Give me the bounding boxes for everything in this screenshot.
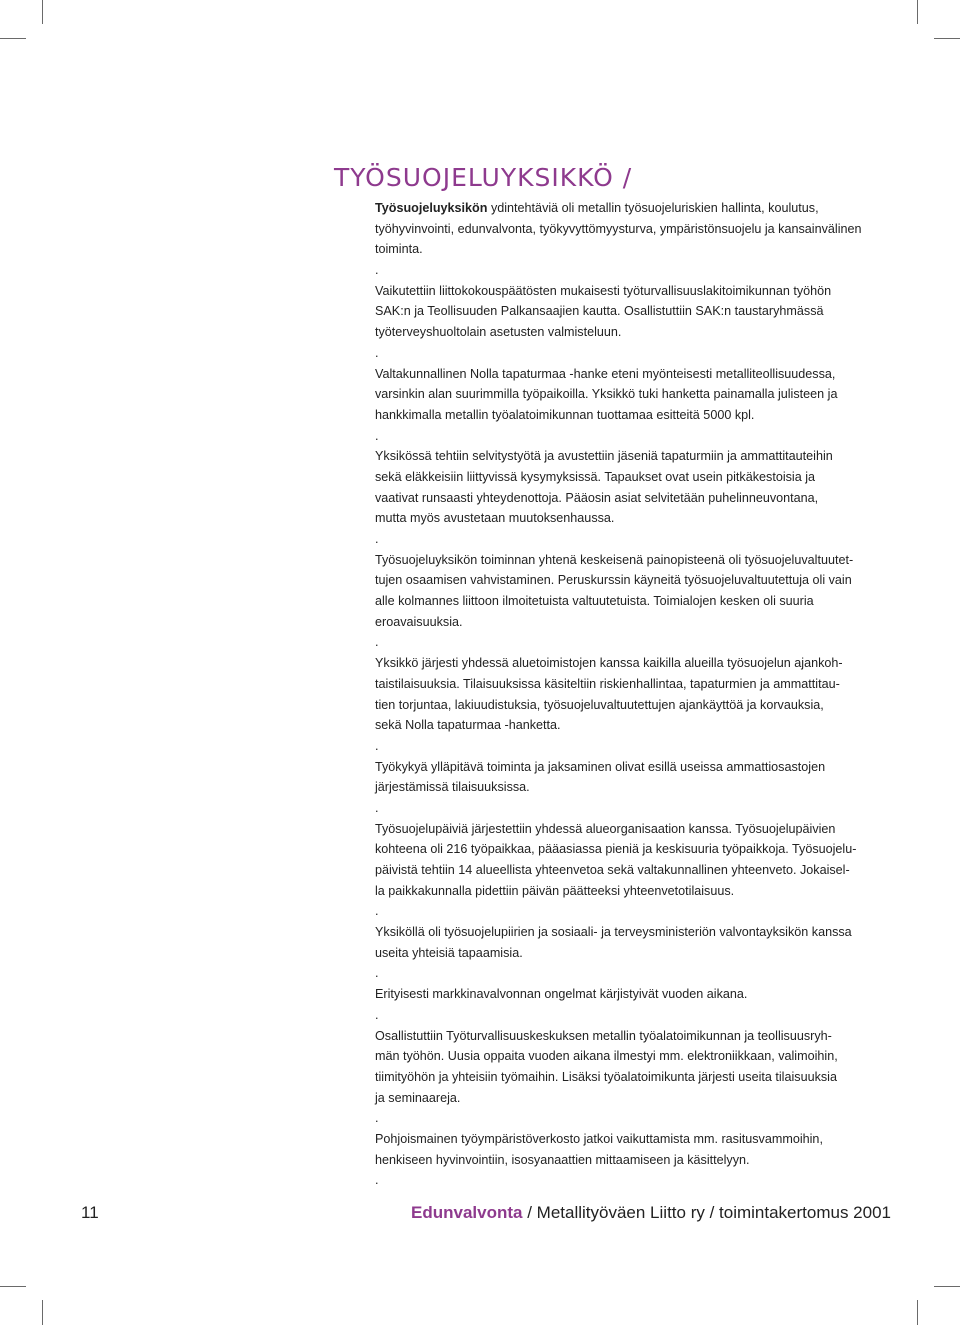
page-footer <box>0 1203 960 1227</box>
paragraph-line: varsinkin alan suurimmilla työpaikoilla. Yksikkö tuki hanketta painamalla julisteen ja <box>375 387 838 402</box>
paragraph-line: työhyvinvointi, edunvalvonta, työkyvyttömyysturva, ympäristönsuojelu ja kansainvälinen <box>375 221 862 236</box>
paragraph-line: Pohjoismainen työympäristöverkosto jatkoi vaikuttamista mm. rasitusvammoihin, <box>375 1131 823 1146</box>
paragraph-line: sekä eläkkeisiin liittyvissä kysymyksissä. Tapaukset ovat usein pitkäkestoisia ja <box>375 469 816 484</box>
paragraph-line: taistilaisuuksia. Tilaisuuksissa käsiteltiin riskienhallintaa, tapaturmien ja ammattitau- <box>375 676 840 691</box>
paragraph-line: sekä Nolla tapaturmaa -hanketta. <box>375 718 561 733</box>
page-number: 11 <box>81 1203 99 1222</box>
footer-section: Edunvalvonta <box>411 1203 523 1222</box>
page-heading: TYÖSUOJELUYKSIKKÖ / <box>334 163 633 192</box>
footer-publication: / Metallityöväen Liitto ry / toimintakertomus 2001 <box>522 1203 891 1222</box>
paragraph-line: tujen osaamisen vahvistaminen. Peruskurssin käyneitä työsuojeluvaltuutettuja oli vain <box>375 573 852 588</box>
paragraph-separator: . <box>375 263 379 278</box>
body-text <box>375 198 895 1191</box>
paragraph-separator: . <box>375 428 379 443</box>
paragraph-line: toiminta. <box>375 242 423 257</box>
paragraph-separator: . <box>375 800 379 815</box>
paragraph-line: Yksikössä tehtiin selvitystyötä ja avustettiin jäseniä tapaturmiin ja ammattitauteihin <box>375 449 833 464</box>
paragraph-line: tien torjuntaa, lakiuudistuksia, työsuojeluvaltuutettujen ajankäyttöä ja korvauksia, <box>375 697 824 712</box>
paragraph-separator: . <box>375 1111 379 1126</box>
paragraph-line: useita yhteisiä tapaamisia. <box>375 945 523 960</box>
paragraph-line: vaativat runsaasti yhteydenottoja. Pääosin asiat selvitetään puhelinneuvontana, <box>375 490 819 505</box>
paragraph-separator: . <box>375 635 379 650</box>
paragraph-line: Osallistuttiin Työturvallisuuskeskuksen metallin työalatoimikunnan ja teollisuusryh- <box>375 1028 832 1043</box>
paragraph-line: henkiseen hyvinvointiin, isosyanaattien mittaamiseen ja käsittelyyn. <box>375 1152 750 1167</box>
paragraph-line: Yksiköllä oli työsuojelupiirien ja sosiaali- ja terveysministeriön valvontayksikön kanssa <box>375 925 852 940</box>
line-text: ydintehtäviä oli metallin työsuojeluriskien hallinta, koulutus, <box>487 201 819 215</box>
paragraph-separator: . <box>375 966 379 981</box>
paragraph-line: eroavaisuuksia. <box>375 614 463 629</box>
paragraph-line: Valtakunnallinen Nolla tapaturmaa -hanke eteni myönteisesti metalliteollisuudessa, <box>375 366 836 381</box>
paragraph-separator: . <box>375 1173 379 1188</box>
crop-mark <box>0 38 26 39</box>
paragraph-line: päivistä tehtiin 14 alueellista yhteenvetoa sekä valtakunnallinen yhteenveto. Jokaisel- <box>375 863 850 877</box>
crop-mark <box>934 1286 960 1287</box>
crop-mark <box>42 0 43 24</box>
crop-mark <box>917 1300 918 1325</box>
paragraph-line: la paikkakunnalla pidettiin päivän päätteeksi yhteenvetotilaisuus. <box>375 883 735 898</box>
paragraph-separator: . <box>375 1007 379 1022</box>
paragraph-line: Työsuojeluyksikön toiminnan yhtenä keskeisenä painopisteenä oli työsuojeluvaltuutet- <box>375 552 854 567</box>
paragraph-line: Erityisesti markkinavalvonnan ongelmat kärjistyivät vuoden aikana. <box>375 987 748 1002</box>
paragraph-line: työterveyshuoltolain asetusten valmisteluun. <box>375 325 622 340</box>
paragraph-line: ja seminaareja. <box>375 1090 461 1105</box>
paragraph-line: kohteena oli 216 työpaikkaa, pääasiassa pieniä ja keskisuuria työpaikkoja. Työsuojelu- <box>375 842 857 857</box>
paragraph-line: Työsuojelupäiviä järjestettiin yhdessä alueorganisaation kanssa. Työsuojelupäivien <box>375 821 836 836</box>
crop-mark <box>934 38 960 39</box>
paragraph-line <box>375 198 895 219</box>
paragraph-line: SAK:n ja Teollisuuden Palkansaajien kautta. Osallistuttiin SAK:n taustaryhmässä <box>375 304 824 319</box>
paragraph-line: alle kolmannes liittoon ilmoitetuista valtuutetuista. Toimialojen kesken oli suuria <box>375 594 814 609</box>
paragraph-separator: . <box>375 738 379 753</box>
crop-mark <box>0 1286 26 1287</box>
crop-mark <box>917 0 918 24</box>
paragraph-separator: . <box>375 904 379 919</box>
paragraph-line: hankkimalla metallin työalatoimikunnan tuottamaa esitteitä 5000 kpl. <box>375 407 755 422</box>
paragraph-line: järjestämissä tilaisuuksissa. <box>375 780 530 795</box>
paragraph-line: Yksikkö järjesti yhdessä aluetoimistojen kanssa kaikilla alueilla työsuojelun ajankoh- <box>375 656 843 671</box>
footer-title <box>411 1203 891 1223</box>
lead-term: Työsuojeluyksikön <box>375 201 488 215</box>
paragraph-separator: . <box>375 532 379 546</box>
paragraph-line: tiimityöhön ja yhteisiin työmaihin. Lisäksi työalatoimikunta järjesti useita tilaisuuksia <box>375 1069 837 1084</box>
crop-mark <box>42 1300 43 1325</box>
paragraph-line: Vaikutettiin liittokokouspäätösten mukaisesti työturvallisuuslakitoimikunnan työhön <box>375 283 832 298</box>
paragraph-separator: . <box>375 345 379 360</box>
paragraph-line: Työkykyä ylläpitävä toiminta ja jaksaminen olivat esillä useissa ammattiosastojen <box>375 759 826 774</box>
paragraph-line: mutta myös avustetaan muutoksenhaussa. <box>375 511 615 526</box>
paragraph-line: män työhön. Uusia oppaita vuoden aikana ilmestyi mm. elektroniikkaan, valimoihin, <box>375 1049 838 1064</box>
